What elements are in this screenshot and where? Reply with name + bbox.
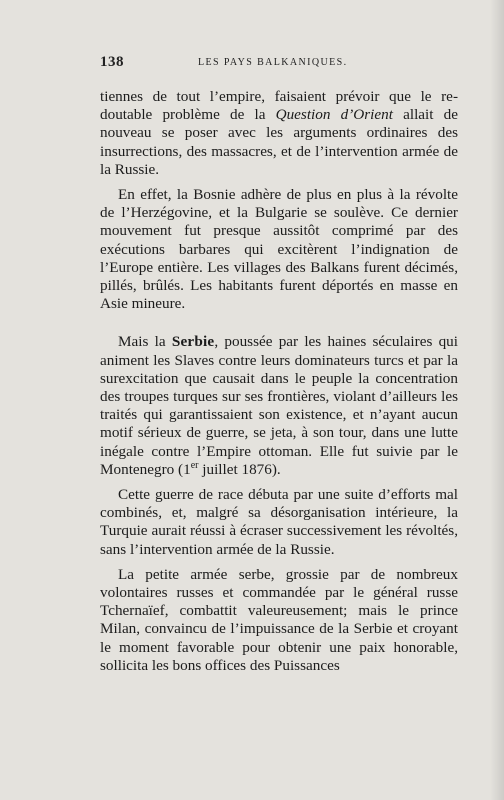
paragraph-3-text-a: Mais la	[118, 333, 172, 351]
page-header	[100, 54, 470, 78]
paragraph-1	[100, 88, 458, 179]
serbie-keyword: Serbie	[171, 333, 215, 351]
paragraph-5: La petite armée serbe, grossie par de nombreux volontaires russes et commandée par le général russe Tchernaïef, combattit valeureusement; mais le prince Milan, convaincu de l’impuissance de la Serbie et croyant le moment favorable pour obtenir une paix honorable, sollicita les bons offices des Puissances	[100, 565, 458, 674]
paragraph-3-text-c: juillet 1876).	[198, 460, 281, 478]
paragraph-4: Cette guerre de race débuta par une suite d’efforts mal combinés, et, malgré sa désorganisation intérieure, la Turquie aurait réussi à écraser successivement les révoltés, sans l’intervention armée de la Russie.	[100, 486, 458, 558]
paragraph-3	[100, 333, 458, 479]
paragraph-3-text-b: , poussée par les haines séculaires qui animent les Slaves contre leurs dominateurs turcs et par la surexcitation que causait dans le peuple la concentration des troupes turques sur ses frontières, violant d’ailleurs les traités qui garantissaient son existence, et n’ayant aucun motif sérieux de guerre, se jeta, à son tour, dans une lutte inégale contre l’Empire ottoman. Elle fut suivie par le Montenegro (1	[100, 333, 458, 478]
page-number: 138	[100, 54, 124, 70]
body-text	[100, 88, 458, 682]
ordinal-superscript: er	[190, 459, 199, 471]
running-title: LES PAYS BALKANIQUES.	[198, 57, 348, 68]
paragraph-1-text-b: allait de nouveau se poser avec les arguments ordinaires des insurrections, des massacres, et de l’intervention armée de la Russie.	[100, 106, 458, 178]
question-d-orient-phrase: Question d’Orient	[275, 106, 393, 124]
paragraph-1-text-a: tiennes de tout l’empire, faisaient prévoir que le redoutable problème de la	[100, 88, 458, 124]
paragraph-2: En effet, la Bosnie adhère de plus en plus à la révolte de l’Herzégovine, et la Bulgarie se soulève. Ce dernier mouvement fut presque aussitôt comprimé par des exécutions barbares qui excitèrent l’indignation de l’Europe entière. Les villages des Balkans furent décimés, pillés, brûlés. Les habitants furent déportés en masse en Asie mineure.	[100, 186, 458, 313]
